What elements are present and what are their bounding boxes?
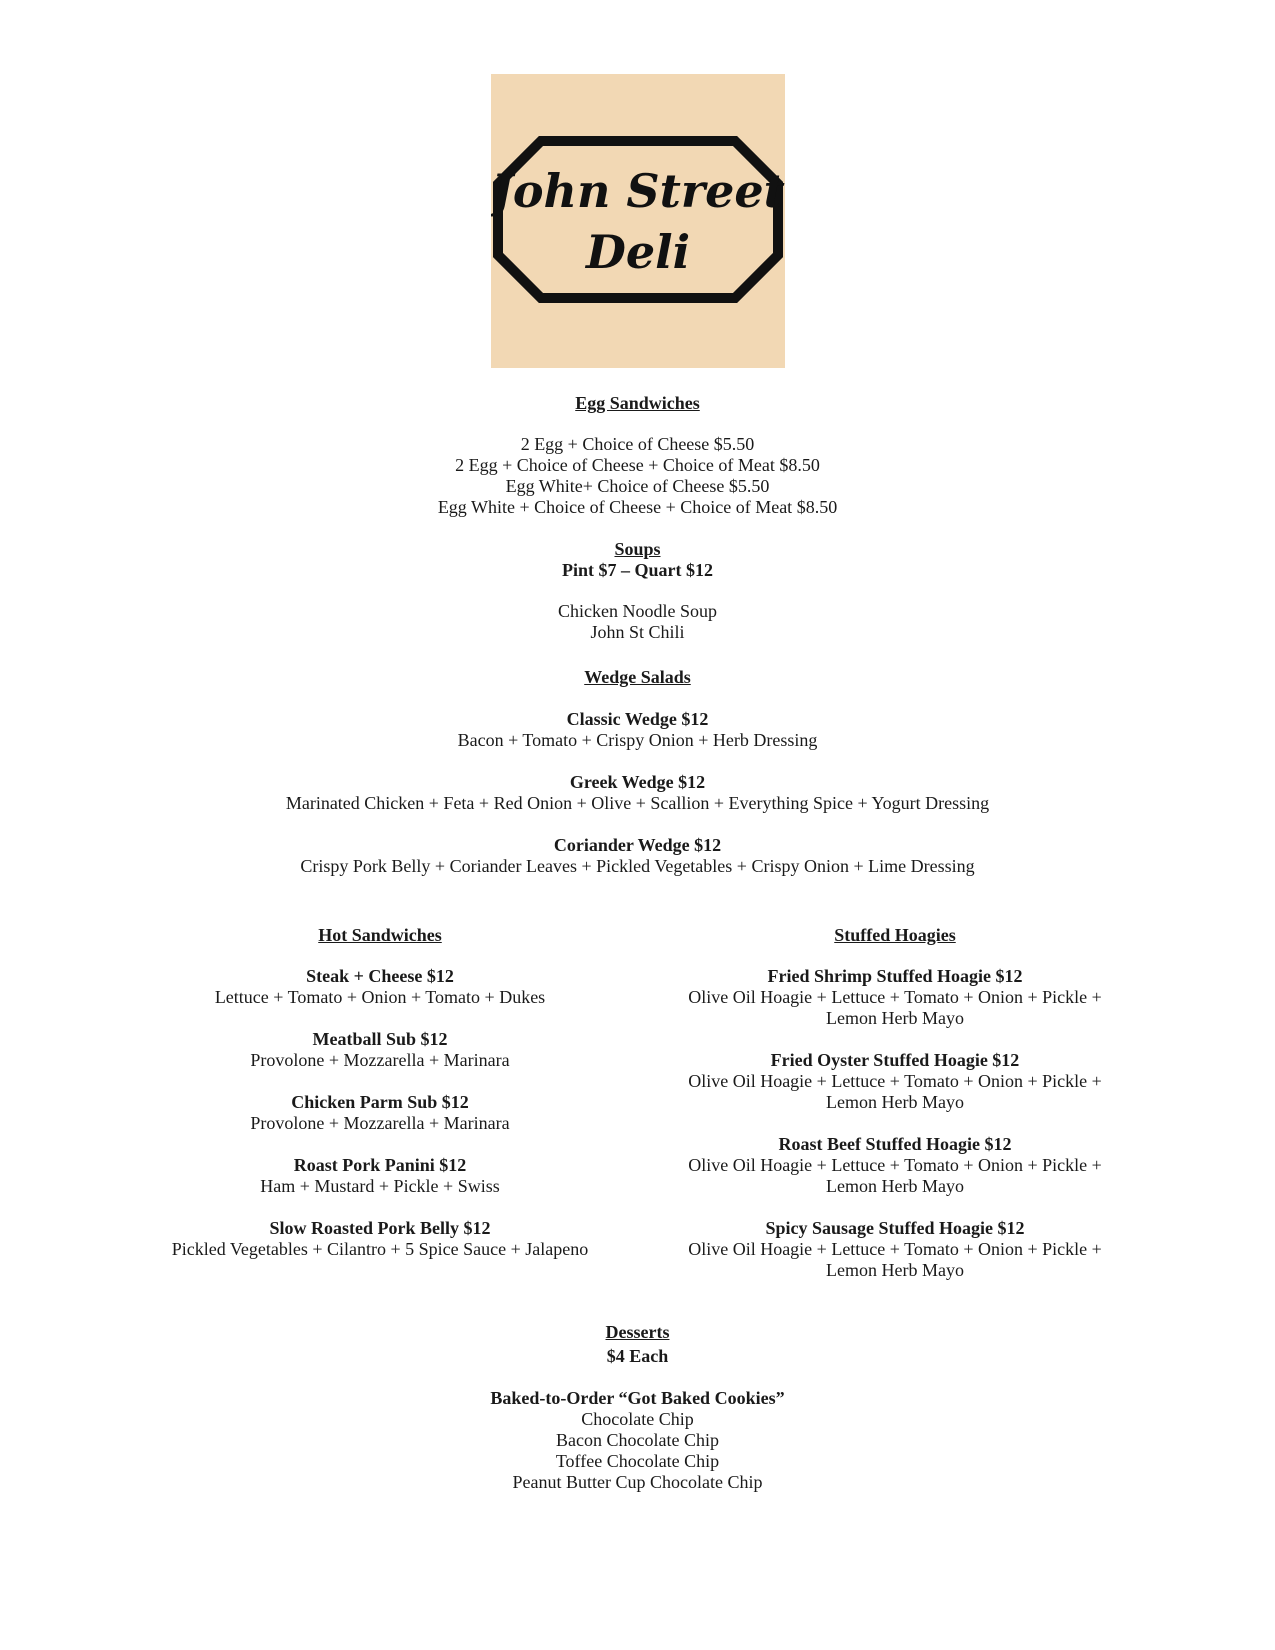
hot-item-name: Slow Roasted Pork Belly $12 xyxy=(269,1218,491,1238)
soups-price: Pint $7 – Quart $12 xyxy=(562,560,713,580)
hot-item-desc: Ham + Mustard + Pickle + Swiss xyxy=(260,1176,500,1196)
hot-item-name: Roast Pork Panini $12 xyxy=(293,1155,467,1175)
hot-sandwiches-section xyxy=(140,925,620,1281)
egg-sandwiches-title: Egg Sandwiches xyxy=(575,393,700,413)
soup-item: John St Chili xyxy=(590,622,685,642)
hoagie-item-desc: Lemon Herb Mayo xyxy=(826,1176,964,1196)
hot-item-desc: Pickled Vegetables + Cilantro + 5 Spice Sauce + Jalapeno xyxy=(171,1239,589,1259)
stuffed-hoagies-title: Stuffed Hoagies xyxy=(834,925,956,945)
wedge-item-desc: Marinated Chicken + Feta + Red Onion + Olive + Scallion + Everything Spice + Yogurt Dressing xyxy=(285,793,990,813)
hoagie-item-name: Fried Shrimp Stuffed Hoagie $12 xyxy=(767,966,1023,986)
egg-item: 2 Egg + Choice of Cheese $5.50 xyxy=(520,434,755,454)
wedge-item-name: Coriander Wedge $12 xyxy=(553,835,722,855)
hot-item-desc: Provolone + Mozzarella + Marinara xyxy=(250,1050,510,1070)
soups-title: Soups xyxy=(614,539,661,559)
logo-line1: John Street xyxy=(491,164,785,218)
wedge-item-desc: Bacon + Tomato + Crispy Onion + Herb Dressing xyxy=(457,730,818,750)
soups-section xyxy=(0,539,1275,643)
desserts-price: $4 Each xyxy=(606,1346,669,1366)
hoagie-item-name: Fried Oyster Stuffed Hoagie $12 xyxy=(770,1050,1020,1070)
stuffed-hoagies-section xyxy=(650,925,1140,1302)
soup-item: Chicken Noodle Soup xyxy=(558,601,717,621)
egg-item: 2 Egg + Choice of Cheese + Choice of Meat $8.50 xyxy=(455,455,820,475)
hot-item-name: Meatball Sub $12 xyxy=(312,1029,448,1049)
hoagie-item-name: Spicy Sausage Stuffed Hoagie $12 xyxy=(765,1218,1025,1238)
hoagie-item-desc: Olive Oil Hoagie + Lettuce + Tomato + Onion + Pickle + xyxy=(688,1071,1102,1091)
hoagie-item-desc: Lemon Herb Mayo xyxy=(826,1092,964,1112)
wedge-salads-section xyxy=(0,667,1275,898)
wedge-item-desc: Crispy Pork Belly + Coriander Leaves + Pickled Vegetables + Crispy Onion + Lime Dressing xyxy=(300,856,975,876)
desserts-section xyxy=(0,1322,1275,1493)
hoagie-item-name: Roast Beef Stuffed Hoagie $12 xyxy=(778,1134,1012,1154)
desserts-title: Desserts xyxy=(605,1322,670,1342)
hot-item-name: Steak + Cheese $12 xyxy=(306,966,454,986)
egg-item: Egg White + Choice of Cheese + Choice of Meat $8.50 xyxy=(437,497,838,517)
dessert-item: Chocolate Chip xyxy=(581,1409,694,1429)
hot-sandwiches-title: Hot Sandwiches xyxy=(318,925,442,945)
hot-item-desc: Lettuce + Tomato + Onion + Tomato + Dukes xyxy=(214,987,546,1007)
hot-item-name: Chicken Parm Sub $12 xyxy=(291,1092,469,1112)
hoagie-item-desc: Lemon Herb Mayo xyxy=(826,1260,964,1280)
logo-line2: Deli xyxy=(585,225,691,279)
wedge-salads-title: Wedge Salads xyxy=(584,667,691,687)
logo xyxy=(491,74,785,368)
hoagie-item-desc: Olive Oil Hoagie + Lettuce + Tomato + Onion + Pickle + xyxy=(688,987,1102,1007)
hot-item-desc: Provolone + Mozzarella + Marinara xyxy=(250,1113,510,1133)
dessert-item: Toffee Chocolate Chip xyxy=(555,1451,720,1471)
wedge-item-name: Classic Wedge $12 xyxy=(566,709,709,729)
hoagie-item-desc: Olive Oil Hoagie + Lettuce + Tomato + Onion + Pickle + xyxy=(688,1239,1102,1259)
egg-item: Egg White+ Choice of Cheese $5.50 xyxy=(505,476,770,496)
desserts-subtitle: Baked-to-Order “Got Baked Cookies” xyxy=(490,1388,785,1408)
wedge-item-name: Greek Wedge $12 xyxy=(569,772,706,792)
dessert-item: Peanut Butter Cup Chocolate Chip xyxy=(512,1472,763,1492)
logo-background xyxy=(491,74,785,368)
hoagie-item-desc: Olive Oil Hoagie + Lettuce + Tomato + Onion + Pickle + xyxy=(688,1155,1102,1175)
dessert-item: Bacon Chocolate Chip xyxy=(556,1430,719,1450)
egg-sandwiches-section xyxy=(0,393,1275,518)
hoagie-item-desc: Lemon Herb Mayo xyxy=(826,1008,964,1028)
logo-graphic xyxy=(491,74,785,368)
